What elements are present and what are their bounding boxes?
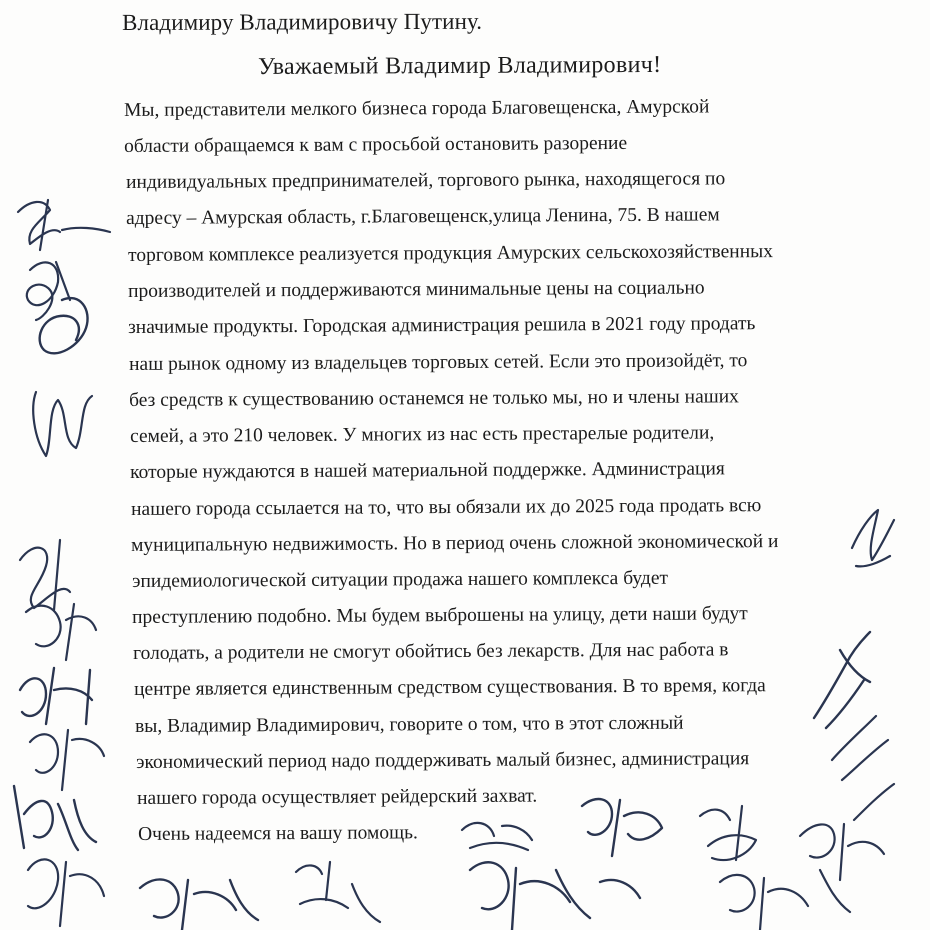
- signature-mark: [296, 862, 380, 922]
- body-line: торговом комплексе реализуется продукция Амурских сельскохозяйственных: [128, 241, 774, 266]
- body-line: которые нуждаются в нашей материальной поддержке. Администрация: [130, 458, 725, 483]
- signature-mark: [814, 632, 870, 728]
- body-line: голодать, а родители не смогут обойтись без лекарств. Для нас работа в: [133, 639, 729, 664]
- body-line: нашего города осуществляет рейдерский захват.: [137, 785, 538, 809]
- signature-mark: [800, 824, 884, 880]
- signature-mark: [140, 879, 258, 930]
- signature-mark: [852, 510, 894, 566]
- body-line: экономический период надо поддерживать малый бизнес, администрация: [136, 748, 750, 773]
- body-line: преступлению подобно. Мы будем выброшены на улицу, дети наши будут: [132, 603, 748, 628]
- body-line: индивидуальных предпринимателей, торгового рынка, находящегося по: [126, 168, 726, 193]
- signature-mark: [18, 200, 110, 250]
- letter-addressee: Владимиру Владимировичу Путину.: [122, 8, 483, 35]
- body-line: производителей и поддерживаются минимальные цены на социально: [128, 277, 705, 302]
- signature-mark: [40, 298, 88, 353]
- body-line: наш рынок одному из владельцев торговых сетей. Если это произойдёт, то: [129, 350, 748, 375]
- body-line: значимые продукты. Городская администрация решила в 2021 году продать: [128, 313, 756, 338]
- body-line: Мы, представители мелкого бизнеса города Благовещенска, Амурской: [124, 96, 710, 121]
- signature-mark: [30, 730, 104, 790]
- signature-mark: [832, 716, 894, 820]
- body-line: без средств к существованию останемся не только мы, но и члены наших: [129, 386, 739, 411]
- signature-mark: [700, 806, 756, 860]
- signature-mark: [582, 799, 662, 856]
- signature-mark: [33, 392, 92, 456]
- body-line: центре является единственным средством существования. В то время, когда: [134, 675, 766, 700]
- signature-mark: [28, 859, 104, 926]
- body-line: нашего города ссылается на то, что вы обязали их до 2025 года продать всю: [131, 495, 762, 520]
- signature-mark: [26, 604, 96, 660]
- signature-mark: [14, 786, 96, 850]
- body-line: муниципальную недвижимость. Но в период очень сложной экономической и: [131, 531, 779, 556]
- signature-mark: [27, 262, 70, 320]
- signature-mark: [20, 668, 92, 724]
- body-line: области обращаемся к вам с просьбой остановить разорение: [124, 132, 628, 157]
- signature-mark: [720, 870, 850, 930]
- body-line: Очень надеемся на вашу помощь.: [138, 822, 418, 845]
- signature-mark: [462, 823, 532, 850]
- body-line: эпидемиологической ситуации продажа нашего комплекса будет: [132, 567, 669, 592]
- body-line: вы, Владимир Владимирович, говорите о том, что в этот сложный: [135, 712, 684, 737]
- signature-mark: [20, 540, 70, 610]
- body-line: семей, а это 210 человек. У многих из нас есть престарелые родители,: [130, 422, 715, 447]
- signature-mark: [470, 862, 640, 930]
- body-line: адресу – Амурская область, г.Благовещенск,улица Ленина, 75. В нашем: [126, 204, 720, 229]
- letter-salutation: Уважаемый Владимир Владимирович!: [258, 51, 662, 80]
